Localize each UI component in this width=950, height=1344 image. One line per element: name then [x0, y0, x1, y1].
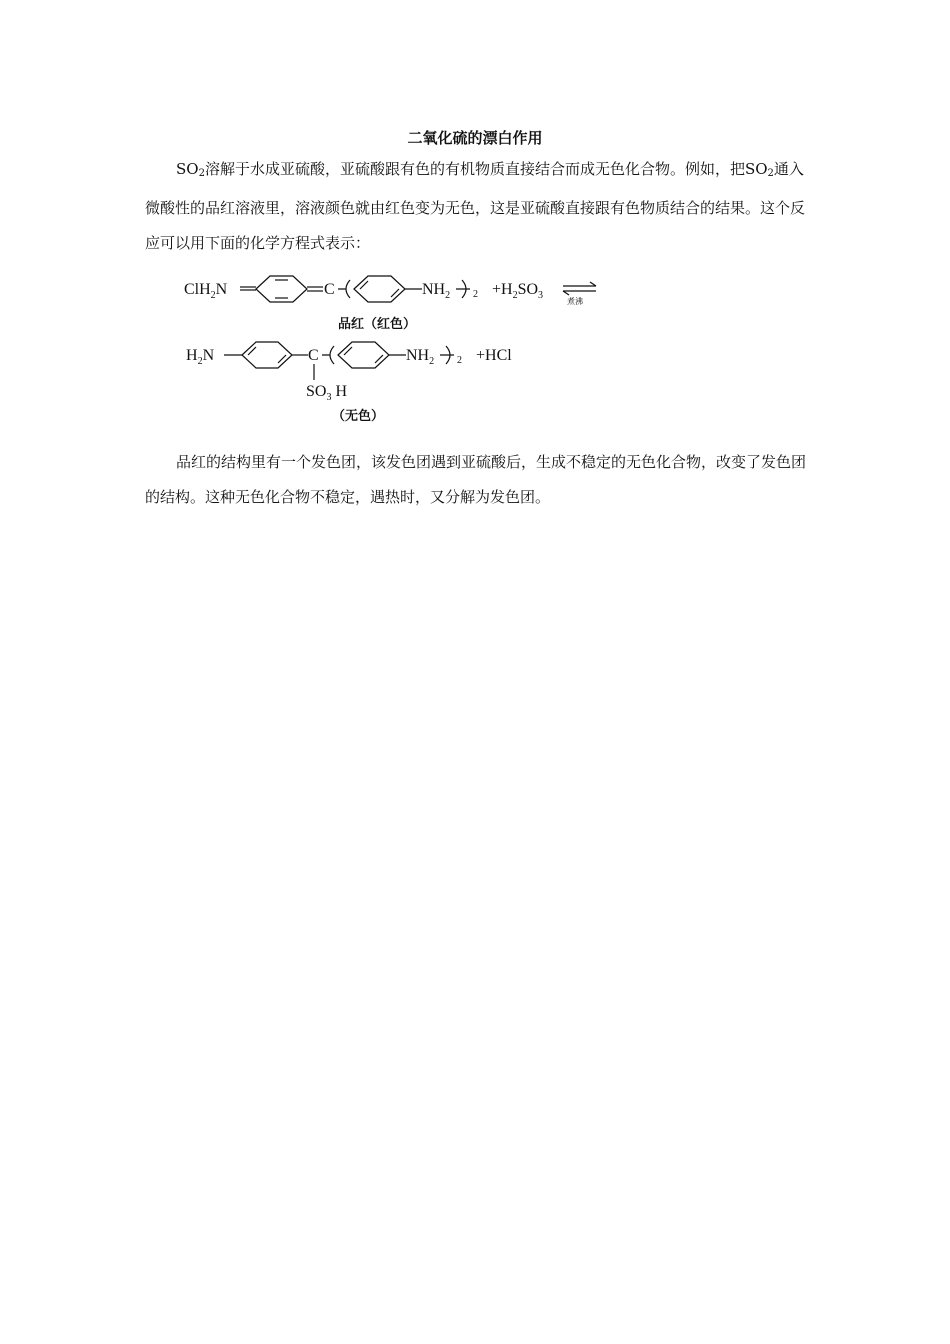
bracket-icon — [456, 280, 470, 298]
eq-r1-carbon: C — [324, 281, 335, 298]
formula-so2: $SO_2$ — [744, 160, 774, 179]
benzene-ring-icon — [354, 276, 405, 302]
bracket-icon — [338, 280, 350, 298]
arrow-head — [563, 291, 569, 295]
eq-r2-left: $H_2N$ — [186, 347, 215, 367]
document-title: 二氧化硫的漂白作用 — [407, 129, 543, 147]
paragraph-text: 溶解于水成亚硫酸，亚硫酸跟有色的有机物质直接结合而成无色化合物。例如，把 — [204, 160, 745, 178]
eq-r2-sulfonate: $SO_3$ H — [306, 383, 348, 403]
bracket-icon — [440, 346, 454, 364]
paragraph-intro — [145, 152, 807, 261]
benzene-ring-icon — [242, 342, 292, 368]
eq-r2-carbon: C — [308, 347, 319, 364]
paragraph-text: 通入微酸性的品红溶液里，溶液颜色就由红色变为无色，这是亚硫酸直接跟有色物质结合的结果。这个反应可以用下面的化学方程式表示： — [145, 160, 806, 252]
benzene-ring-icon — [338, 342, 389, 368]
eq-r2-count: 2 — [457, 355, 462, 366]
arrow-head — [590, 282, 596, 286]
eq-r2-product: +HCl — [476, 347, 512, 364]
formula-so2: $SO_2$ — [176, 160, 205, 179]
eq-r1-reagent: $+H_2SO_3$ — [492, 281, 544, 301]
chemical-equation-figure — [178, 268, 608, 428]
eq-r1-left: ClH$_2$N — [184, 281, 228, 301]
caption-colorless: （无色） — [332, 409, 385, 424]
eq-r1-count: 2 — [473, 289, 478, 300]
eq-r1-amine: $NH_2$ — [422, 281, 451, 301]
arrow-condition-label: 煮沸 — [567, 297, 583, 306]
paragraph-explanation: 品红的结构里有一个发色团，该发色团遇到亚硫酸后，生成不稳定的无色化合物，改变了发色团的结构。这种无色化合物不稳定，遇热时，又分解为发色团。 — [145, 453, 807, 506]
eq-r2-amine: $NH_2$ — [406, 347, 435, 367]
caption-magenta: 品红（红色） — [338, 317, 417, 332]
bracket-icon — [322, 346, 334, 364]
